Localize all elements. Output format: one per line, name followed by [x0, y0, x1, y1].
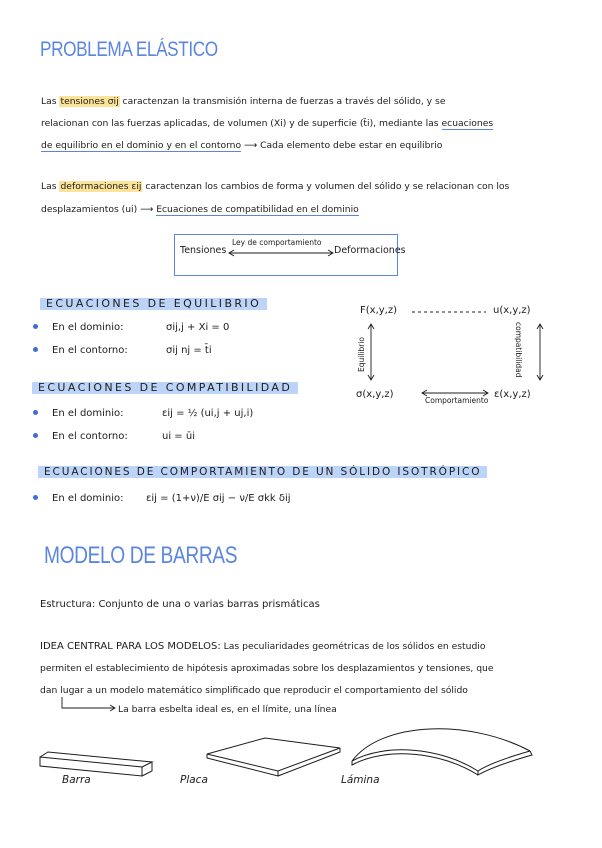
text: caractenzan la transmisión interna de fuerzas a través del sólido, y se: [119, 96, 446, 107]
text: Las: [41, 96, 60, 107]
comport-dominio-formula: εij = (1+ν)/E σij − ν/E σkk δij: [146, 493, 291, 504]
diagram-eps: ε(x,y,z): [494, 389, 531, 400]
paragraph-tensiones-line3: [41, 139, 442, 152]
bullet-icon: [33, 324, 38, 329]
paragraph-deformaciones-line1: [41, 180, 509, 193]
idea-line3: dan lugar a un modelo matemático simplificado que reproducir el comportamiento del sólido: [40, 685, 468, 696]
comport-dominio-label: En el dominio:: [52, 493, 124, 504]
bullet-icon: [33, 495, 38, 500]
caption-placa: Placa: [180, 774, 208, 786]
box-left-label: Tensiones: [180, 245, 227, 256]
estructura-line: Estructura: Conjunto de una o varias barras prismáticas: [40, 599, 320, 610]
section-heading-equilibrio: ECUACIONES DE EQUILIBRIO: [40, 298, 267, 310]
diagram-sigma: σ(x,y,z): [356, 389, 394, 400]
diagram-bottom-label: Comportamiento: [425, 396, 489, 405]
text: Las peculiaridades geométricas de los sólidos en estudio: [220, 641, 486, 652]
text: caractenzan los cambios de forma y volumen del sólido y se relacionan con los: [142, 181, 510, 192]
diagram-left-label: Equilibrio: [357, 336, 366, 372]
underlined-term: ecuaciones: [441, 118, 494, 129]
equilibrio-contorno-label: En el contorno:: [52, 345, 128, 356]
bullet-icon: [33, 433, 38, 438]
page-title: PROBLEMA ELÁSTICO: [40, 38, 218, 61]
text: ⟶ Cada elemento debe estar en equilibrio: [241, 140, 443, 151]
bar-shape-icon: [40, 752, 152, 776]
double-arrow-icon: [226, 248, 336, 258]
highlight-term: tensiones σij: [60, 96, 119, 107]
shell-shape-icon: [352, 729, 532, 775]
box-right-label: Deformaciones: [334, 245, 406, 256]
paragraph-tensiones-line2: [41, 117, 493, 130]
box-top-label: Ley de comportamiento: [232, 238, 322, 247]
text: desplazamientos (ui) ⟶: [41, 204, 157, 215]
shapes-drawing: [30, 725, 570, 790]
underlined-term: de equilibrio en el dominio y en el contorno: [41, 140, 242, 151]
paragraph-tensiones-line1: [41, 95, 445, 108]
diagram-f: F(x,y,z): [360, 305, 397, 316]
idea-line2: permiten el establecimiento de hipótesis aproximadas sobre los desplazamientos y tensiones, que: [40, 663, 494, 674]
compat-contorno-label: En el contorno:: [52, 431, 128, 442]
underlined-term: Ecuaciones de compatibilidad en el dominio: [156, 204, 359, 215]
equilibrio-dominio-formula: σij,j + Xi = 0: [166, 322, 230, 333]
diagram-u: u(x,y,z): [493, 305, 531, 316]
text: Las: [41, 181, 60, 192]
compat-dominio-formula: εij = ½ (ui,j + uj,i): [162, 408, 254, 419]
bullet-icon: [33, 347, 38, 352]
paragraph-deformaciones-line2: [41, 203, 359, 216]
section-heading-comportamiento: ECUACIONES DE COMPORTAMIENTO DE UN SÓLIDO ISOTRÓPICO: [38, 466, 487, 478]
diagram-right-label: compatibilidad: [514, 322, 523, 378]
idea-label: IDEA CENTRAL PARA LOS MODELOS:: [40, 641, 221, 652]
highlight-term: deformaciones εij: [60, 181, 142, 192]
section-title: MODELO DE BARRAS: [44, 542, 238, 569]
corner-arrow-icon: [58, 696, 120, 714]
idea-line1: [40, 640, 485, 653]
text: relacionan con las fuerzas aplicadas, de volumen (Xi) y de superficie (t̄i), mediante las: [41, 118, 442, 129]
plate-shape-icon: [207, 738, 340, 776]
conclusion-line: La barra esbelta ideal es, en el límite, una línea: [118, 704, 337, 715]
caption-barra: Barra: [62, 774, 91, 786]
compat-dominio-label: En el dominio:: [52, 408, 124, 419]
section-heading-compatibilidad: ECUACIONES DE COMPATIBILIDAD: [32, 382, 298, 394]
caption-lamina: Lámina: [341, 774, 380, 786]
bullet-icon: [33, 410, 38, 415]
compat-contorno-formula: ui = ūi: [162, 431, 195, 442]
equilibrio-contorno-formula: σij nj = t̄i: [166, 345, 212, 356]
equilibrio-dominio-label: En el dominio:: [52, 322, 124, 333]
